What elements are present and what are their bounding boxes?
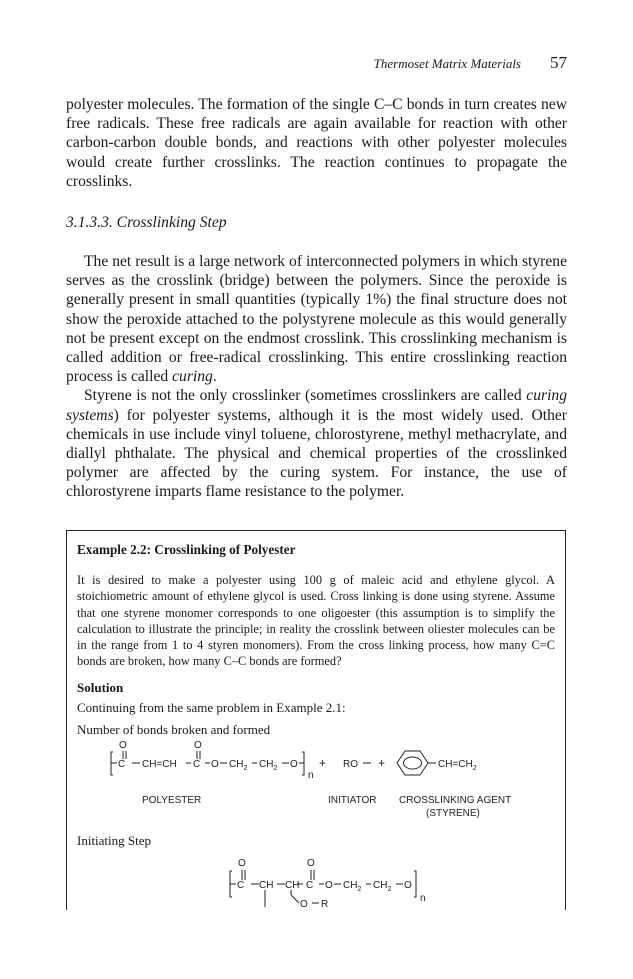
term-curing-systems: curing systems: [66, 387, 567, 424]
paragraph: The net result is a large network of interconnected polymers in which styrene serves as the crosslink (bridge) between the polymers. Since the peroxide is generally present in small quantities (typically 1%) the final structure does not show the peroxide attached to the polystyrene molecule as this would generally not be present except on the endmost crosslink. This crosslinking mechanism is called addition or free-radical crosslinking. This entire crosslinking reaction process is called curing.: [66, 253, 567, 386]
polyester-label: POLYESTER: [142, 795, 202, 806]
oxygen-atom: O: [238, 858, 246, 869]
paragraph-text: polyester molecules. The formation of the single C–C bonds in turn creates new free radicals. These free radicals are again available for reaction with other carbon-carbon double bonds, and reactions with other polyester molecules would create further crosslinks. The reaction continues to propagate the crosslinks.: [66, 96, 567, 190]
ch-group: CH: [259, 880, 274, 891]
methylene-group: $CH_2$: [373, 880, 392, 893]
oxygen-atom: O: [325, 880, 333, 891]
example-body: It is desired to make a polyester using 100 g of maleic acid and ethylene glycol. A stoichiometric amount of ethylene glycol is used. Cross linking is done using styrene. Assume that one styrene monomer corresponds to one oligoester (this assumption is to simplify the calculation to illustrate the principle; in reality the crosslink between oliester molecules can be in the range from 1 to 4 styren monomers). From the cross linking process, how many C=C bonds are broken, how many C–C bonds are formed?: [77, 573, 555, 669]
carbon-atom: C: [193, 759, 201, 770]
section-body: [66, 252, 567, 502]
r-group: R: [321, 899, 329, 910]
plus-sign: +: [378, 756, 386, 770]
page-number: 57: [550, 53, 567, 72]
repeat-n: n: [308, 770, 314, 781]
oxygen-atom: O: [211, 759, 219, 770]
methylene-group: $CH_2$: [259, 759, 278, 772]
vinyl-group: $CH=CH_2$: [438, 759, 477, 772]
paragraph-text: Styrene is not the only crosslinker (sometimes crosslinkers are called: [84, 387, 522, 405]
solution-line: Number of bonds broken and formed: [77, 722, 271, 737]
paragraph-continuation: [66, 95, 567, 191]
oxygen-atom: O: [307, 858, 315, 869]
solution-line: Continuing from the same problem in Example 2.1:: [77, 700, 346, 715]
page-header: [66, 53, 567, 75]
oxygen-atom: O: [290, 759, 298, 770]
reaction-scheme: [67, 531, 567, 911]
oxygen-atom: O: [194, 740, 202, 751]
oxygen-atom: O: [404, 880, 412, 891]
crosslinking-agent-label: CROSSLINKING AGENT: [399, 795, 512, 806]
section-heading: 3.1.3.3. Crosslinking Step: [66, 214, 227, 231]
example-title: Example 2.2: Crosslinking of Polyester: [77, 542, 296, 557]
carbon-atom: C: [237, 880, 245, 891]
oxygen-atom: O: [119, 740, 127, 751]
methylene-group: $CH_2$: [343, 880, 362, 893]
methylene-group: $CH_2$: [229, 759, 248, 772]
styrene-label: (STYRENE): [426, 808, 480, 819]
paragraph-text: ) for polyester systems, although it is the most widely used. Other chemicals in use include vinyl toluene, chlorostyrene, methyl methacrylate, and diallyl phthalate. The physical and chemical properties of the crosslinked polymer are affected by the curing system. For instance, the use of chlorostyrene imparts flame resistance to the polymer.: [66, 406, 567, 501]
solution-heading: Solution: [77, 680, 124, 695]
initiating-step-label: Initiating Step: [77, 833, 152, 848]
plus-sign: +: [319, 756, 327, 770]
ch-eq-ch-group: CH=CH: [142, 759, 177, 770]
paragraph-text: The net result is a large network of interconnected polymers in which styrene serves as the crosslink (bridge) between the polymers. Since the peroxide is generally present in small quantities (typically 1%) the final structure does not show the peroxide attached to the polystyrene molecule as this would generally not be present except on the endmost crosslink. This crosslinking mechanism is called addition or free-radical crosslinking. This entire crosslinking reaction process is called: [66, 253, 567, 386]
paragraph: [66, 386, 567, 501]
initiator-label: INITIATOR: [328, 795, 377, 806]
term-curing: curing: [172, 368, 213, 386]
ch-group: CH: [285, 880, 300, 891]
example-box: [66, 530, 566, 910]
repeat-n: n: [420, 893, 426, 904]
oxygen-atom: O: [300, 899, 308, 910]
ro-radical: RO: [343, 759, 358, 770]
running-head: Thermoset Matrix Materials: [373, 56, 521, 71]
carbon-atom: C: [118, 759, 126, 770]
carbon-atom: C: [306, 880, 314, 891]
